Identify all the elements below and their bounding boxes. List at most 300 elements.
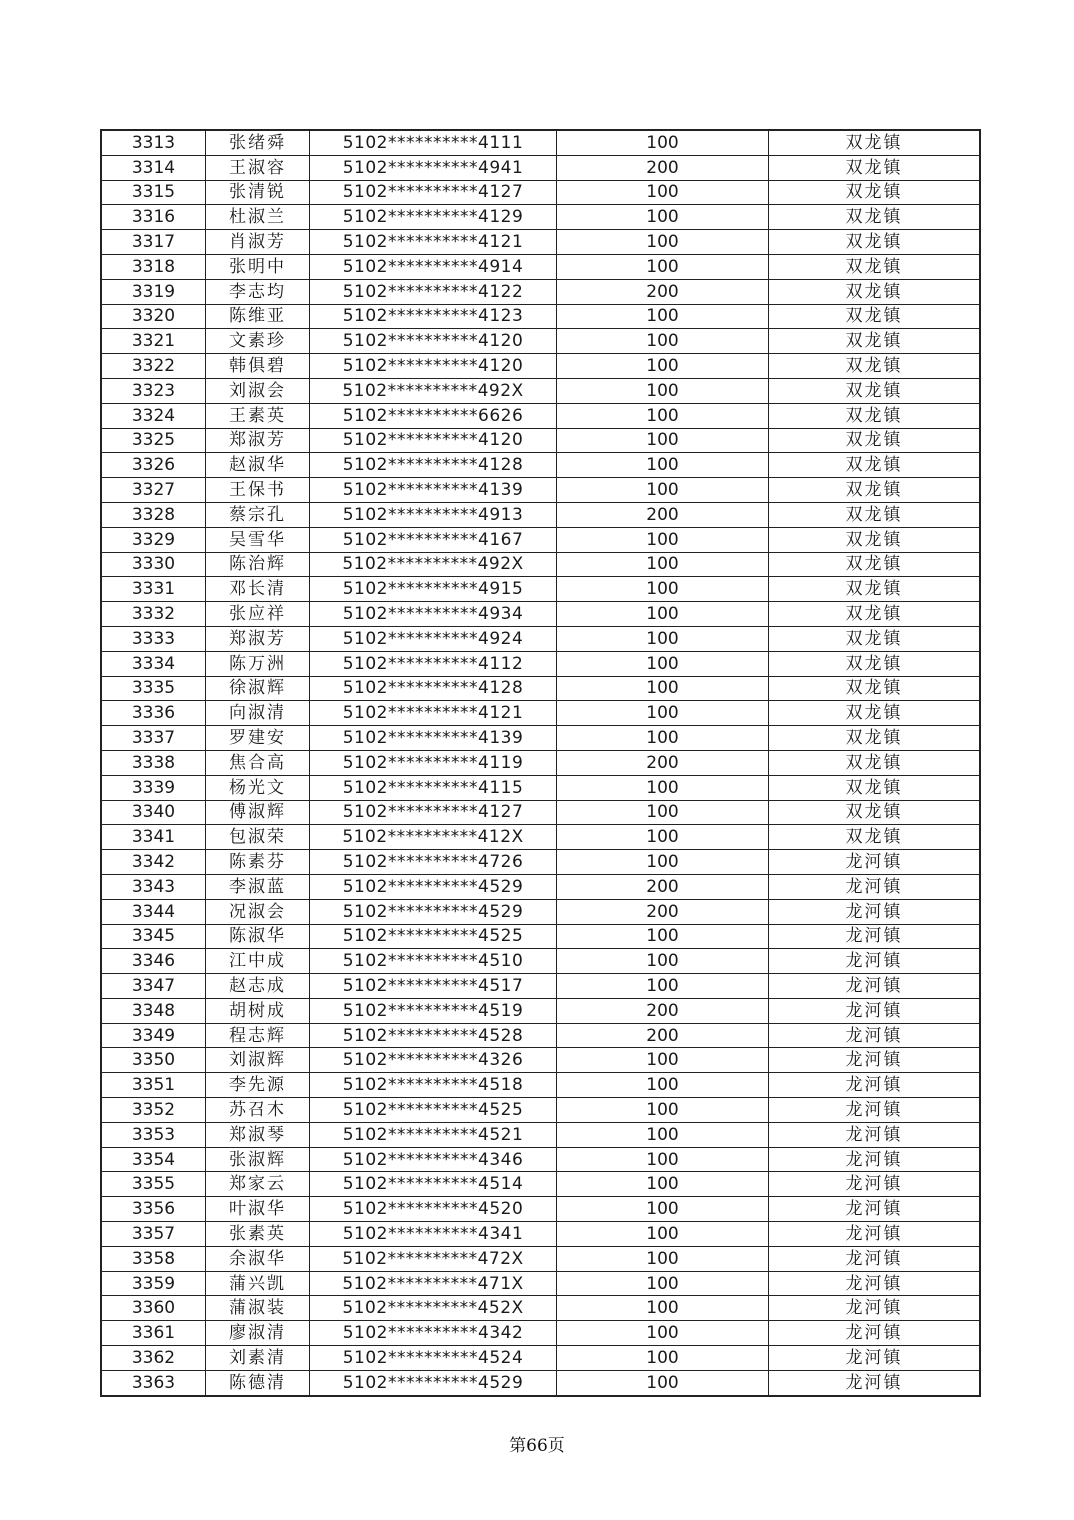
amount-cell: 100 [557,775,769,800]
serial-number-cell: 3313 [101,130,206,155]
id-number-cell: 5102**********6626 [310,403,557,428]
name-cell: 陈淑华 [206,924,310,949]
town-cell: 双龙镇 [769,180,981,205]
id-number-cell: 5102**********4524 [310,1346,557,1371]
table-row [101,626,980,651]
id-number-cell: 5102**********452X [310,1296,557,1321]
id-number-cell: 5102**********4127 [310,180,557,205]
name-cell: 刘淑会 [206,378,310,403]
table-row [101,850,980,875]
name-cell: 韩俱碧 [206,354,310,379]
table-row [101,1246,980,1271]
serial-number-cell: 3319 [101,279,206,304]
serial-number-cell: 3348 [101,998,206,1023]
id-number-cell: 5102**********4529 [310,1370,557,1395]
table-row [101,775,980,800]
amount-cell: 100 [557,1122,769,1147]
town-cell: 双龙镇 [769,775,981,800]
table-row [101,1122,980,1147]
town-cell: 双龙镇 [769,329,981,354]
id-number-cell: 5102**********4517 [310,974,557,999]
name-cell: 廖淑清 [206,1321,310,1346]
id-number-cell: 5102**********4122 [310,279,557,304]
table-row [101,428,980,453]
name-cell: 蔡宗孔 [206,502,310,527]
amount-cell: 100 [557,378,769,403]
serial-number-cell: 3316 [101,205,206,230]
id-number-cell: 5102**********4167 [310,527,557,552]
town-cell: 龙河镇 [769,1023,981,1048]
id-number-cell: 5102**********4521 [310,1122,557,1147]
table-row [101,1346,980,1371]
amount-cell: 200 [557,899,769,924]
town-cell: 龙河镇 [769,998,981,1023]
id-number-cell: 5102**********492X [310,378,557,403]
town-cell: 龙河镇 [769,1246,981,1271]
amount-cell: 200 [557,155,769,180]
id-number-cell: 5102**********4123 [310,304,557,329]
amount-cell: 200 [557,998,769,1023]
id-number-cell: 5102**********4529 [310,874,557,899]
serial-number-cell: 3361 [101,1321,206,1346]
town-cell: 龙河镇 [769,1296,981,1321]
amount-cell: 100 [557,354,769,379]
amount-cell: 100 [557,701,769,726]
name-cell: 张淑辉 [206,1147,310,1172]
town-cell: 双龙镇 [769,130,981,155]
town-cell: 双龙镇 [769,378,981,403]
name-cell: 李淑蓝 [206,874,310,899]
amount-cell: 100 [557,949,769,974]
amount-cell: 100 [557,1321,769,1346]
town-cell: 双龙镇 [769,478,981,503]
name-cell: 陈万洲 [206,651,310,676]
amount-cell: 100 [557,1346,769,1371]
id-number-cell: 5102**********4120 [310,354,557,379]
roster-body [101,130,980,1396]
name-cell: 程志辉 [206,1023,310,1048]
town-cell: 龙河镇 [769,1321,981,1346]
id-number-cell: 5102**********4139 [310,478,557,503]
id-number-cell: 5102**********4914 [310,254,557,279]
serial-number-cell: 3335 [101,676,206,701]
serial-number-cell: 3333 [101,626,206,651]
town-cell: 龙河镇 [769,1098,981,1123]
id-number-cell: 5102**********4915 [310,577,557,602]
amount-cell: 100 [557,1147,769,1172]
table-row [101,825,980,850]
serial-number-cell: 3357 [101,1222,206,1247]
name-cell: 邓长清 [206,577,310,602]
serial-number-cell: 3337 [101,726,206,751]
id-number-cell: 5102**********4326 [310,1048,557,1073]
name-cell: 张素英 [206,1222,310,1247]
id-number-cell: 5102**********4529 [310,899,557,924]
table-row [101,552,980,577]
name-cell: 叶淑华 [206,1197,310,1222]
name-cell: 胡树成 [206,998,310,1023]
amount-cell: 100 [557,180,769,205]
name-cell: 李先源 [206,1073,310,1098]
name-cell: 王保书 [206,478,310,503]
town-cell: 龙河镇 [769,974,981,999]
table-row [101,1023,980,1048]
serial-number-cell: 3320 [101,304,206,329]
amount-cell: 100 [557,205,769,230]
town-cell: 双龙镇 [769,304,981,329]
amount-cell: 100 [557,602,769,627]
serial-number-cell: 3360 [101,1296,206,1321]
town-cell: 龙河镇 [769,1147,981,1172]
id-number-cell: 5102**********4519 [310,998,557,1023]
serial-number-cell: 3346 [101,949,206,974]
name-cell: 文素珍 [206,329,310,354]
name-cell: 赵志成 [206,974,310,999]
serial-number-cell: 3317 [101,230,206,255]
amount-cell: 100 [557,1271,769,1296]
name-cell: 郑淑琴 [206,1122,310,1147]
town-cell: 双龙镇 [769,230,981,255]
id-number-cell: 5102**********4121 [310,230,557,255]
id-number-cell: 5102**********4941 [310,155,557,180]
name-cell: 刘素清 [206,1346,310,1371]
town-cell: 双龙镇 [769,453,981,478]
table-row [101,1370,980,1395]
amount-cell: 100 [557,329,769,354]
serial-number-cell: 3340 [101,800,206,825]
table-row [101,726,980,751]
town-cell: 双龙镇 [769,428,981,453]
name-cell: 杜淑兰 [206,205,310,230]
amount-cell: 100 [557,924,769,949]
table-row [101,1222,980,1247]
town-cell: 龙河镇 [769,1048,981,1073]
name-cell: 罗建安 [206,726,310,751]
serial-number-cell: 3322 [101,354,206,379]
id-number-cell: 5102**********4346 [310,1147,557,1172]
table-row [101,949,980,974]
amount-cell: 100 [557,800,769,825]
table-row [101,1197,980,1222]
id-number-cell: 5102**********4111 [310,130,557,155]
serial-number-cell: 3318 [101,254,206,279]
name-cell: 向淑清 [206,701,310,726]
amount-cell: 100 [557,453,769,478]
serial-number-cell: 3329 [101,527,206,552]
amount-cell: 200 [557,1023,769,1048]
table-row [101,1073,980,1098]
table-row [101,651,980,676]
name-cell: 杨光文 [206,775,310,800]
table-row [101,676,980,701]
serial-number-cell: 3334 [101,651,206,676]
id-number-cell: 5102**********4528 [310,1023,557,1048]
amount-cell: 200 [557,750,769,775]
serial-number-cell: 3331 [101,577,206,602]
table-row [101,1147,980,1172]
table-row [101,1172,980,1197]
amount-cell: 100 [557,676,769,701]
amount-cell: 100 [557,1048,769,1073]
table-row [101,354,980,379]
serial-number-cell: 3324 [101,403,206,428]
id-number-cell: 5102**********4128 [310,676,557,701]
amount-cell: 100 [557,130,769,155]
serial-number-cell: 3330 [101,552,206,577]
table-row [101,800,980,825]
amount-cell: 200 [557,502,769,527]
name-cell: 张绪舜 [206,130,310,155]
name-cell: 郑淑芳 [206,626,310,651]
table-row [101,899,980,924]
table-row [101,998,980,1023]
page-number: 第66页 [509,1436,565,1456]
id-number-cell: 5102**********4120 [310,428,557,453]
table-row [101,180,980,205]
amount-cell: 100 [557,850,769,875]
serial-number-cell: 3332 [101,602,206,627]
id-number-cell: 5102**********4510 [310,949,557,974]
amount-cell: 100 [557,1296,769,1321]
table-row [101,329,980,354]
name-cell: 陈素芬 [206,850,310,875]
town-cell: 龙河镇 [769,1197,981,1222]
table-row [101,1271,980,1296]
amount-cell: 100 [557,304,769,329]
serial-number-cell: 3326 [101,453,206,478]
serial-number-cell: 3327 [101,478,206,503]
serial-number-cell: 3359 [101,1271,206,1296]
table-row [101,577,980,602]
town-cell: 双龙镇 [769,726,981,751]
id-number-cell: 5102**********4514 [310,1172,557,1197]
table-row [101,304,980,329]
table-row [101,230,980,255]
name-cell: 张明中 [206,254,310,279]
id-number-cell: 5102**********4525 [310,1098,557,1123]
name-cell: 刘淑辉 [206,1048,310,1073]
amount-cell: 100 [557,254,769,279]
amount-cell: 200 [557,874,769,899]
id-number-cell: 5102**********4726 [310,850,557,875]
id-number-cell: 5102**********4121 [310,701,557,726]
town-cell: 龙河镇 [769,899,981,924]
name-cell: 江中成 [206,949,310,974]
town-cell: 龙河镇 [769,949,981,974]
amount-cell: 100 [557,726,769,751]
name-cell: 王素英 [206,403,310,428]
amount-cell: 100 [557,1098,769,1123]
table-row [101,279,980,304]
amount-cell: 100 [557,552,769,577]
serial-number-cell: 3314 [101,155,206,180]
serial-number-cell: 3323 [101,378,206,403]
serial-number-cell: 3315 [101,180,206,205]
name-cell: 蒲淑装 [206,1296,310,1321]
serial-number-cell: 3336 [101,701,206,726]
serial-number-cell: 3354 [101,1147,206,1172]
table-row [101,924,980,949]
table-row [101,502,980,527]
amount-cell: 100 [557,428,769,453]
table-row [101,602,980,627]
table-row [101,155,980,180]
amount-cell: 100 [557,1246,769,1271]
id-number-cell: 5102**********4112 [310,651,557,676]
table-row [101,1098,980,1123]
serial-number-cell: 3328 [101,502,206,527]
id-number-cell: 5102**********4913 [310,502,557,527]
amount-cell: 100 [557,825,769,850]
table-row [101,1321,980,1346]
serial-number-cell: 3353 [101,1122,206,1147]
name-cell: 李志均 [206,279,310,304]
amount-cell: 100 [557,230,769,255]
town-cell: 龙河镇 [769,1122,981,1147]
town-cell: 双龙镇 [769,825,981,850]
table-row [101,527,980,552]
town-cell: 龙河镇 [769,1271,981,1296]
name-cell: 余淑华 [206,1246,310,1271]
amount-cell: 100 [557,478,769,503]
serial-number-cell: 3356 [101,1197,206,1222]
name-cell: 郑淑芳 [206,428,310,453]
name-cell: 吴雪华 [206,527,310,552]
amount-cell: 100 [557,974,769,999]
id-number-cell: 5102**********4520 [310,1197,557,1222]
table-row [101,701,980,726]
name-cell: 蒲兴凯 [206,1271,310,1296]
serial-number-cell: 3344 [101,899,206,924]
town-cell: 双龙镇 [769,502,981,527]
town-cell: 龙河镇 [769,1370,981,1395]
serial-number-cell: 3350 [101,1048,206,1073]
town-cell: 双龙镇 [769,800,981,825]
town-cell: 双龙镇 [769,701,981,726]
name-cell: 王淑容 [206,155,310,180]
amount-cell: 100 [557,1073,769,1098]
id-number-cell: 5102**********4934 [310,602,557,627]
serial-number-cell: 3325 [101,428,206,453]
id-number-cell: 5102**********412X [310,825,557,850]
roster-table [100,129,981,1397]
serial-number-cell: 3347 [101,974,206,999]
table-row [101,403,980,428]
id-number-cell: 5102**********492X [310,552,557,577]
serial-number-cell: 3352 [101,1098,206,1123]
town-cell: 双龙镇 [769,205,981,230]
town-cell: 双龙镇 [769,750,981,775]
id-number-cell: 5102**********4518 [310,1073,557,1098]
name-cell: 陈治辉 [206,552,310,577]
amount-cell: 100 [557,1172,769,1197]
id-number-cell: 5102**********471X [310,1271,557,1296]
name-cell: 傅淑辉 [206,800,310,825]
amount-cell: 100 [557,626,769,651]
name-cell: 徐淑辉 [206,676,310,701]
town-cell: 双龙镇 [769,626,981,651]
id-number-cell: 5102**********4120 [310,329,557,354]
id-number-cell: 5102**********4525 [310,924,557,949]
town-cell: 龙河镇 [769,1073,981,1098]
town-cell: 双龙镇 [769,155,981,180]
name-cell: 陈德清 [206,1370,310,1395]
id-number-cell: 5102**********4119 [310,750,557,775]
amount-cell: 100 [557,651,769,676]
town-cell: 双龙镇 [769,552,981,577]
name-cell: 陈维亚 [206,304,310,329]
serial-number-cell: 3321 [101,329,206,354]
town-cell: 双龙镇 [769,651,981,676]
serial-number-cell: 3358 [101,1246,206,1271]
table-row [101,130,980,155]
serial-number-cell: 3355 [101,1172,206,1197]
name-cell: 包淑荣 [206,825,310,850]
name-cell: 赵淑华 [206,453,310,478]
name-cell: 郑家云 [206,1172,310,1197]
serial-number-cell: 3351 [101,1073,206,1098]
table-row [101,453,980,478]
serial-number-cell: 3363 [101,1370,206,1395]
table-row [101,1296,980,1321]
amount-cell: 100 [557,1197,769,1222]
town-cell: 龙河镇 [769,1222,981,1247]
serial-number-cell: 3343 [101,874,206,899]
serial-number-cell: 3349 [101,1023,206,1048]
amount-cell: 100 [557,577,769,602]
amount-cell: 100 [557,527,769,552]
id-number-cell: 5102**********4341 [310,1222,557,1247]
serial-number-cell: 3341 [101,825,206,850]
serial-number-cell: 3342 [101,850,206,875]
id-number-cell: 5102**********4924 [310,626,557,651]
town-cell: 双龙镇 [769,254,981,279]
town-cell: 双龙镇 [769,403,981,428]
town-cell: 龙河镇 [769,1172,981,1197]
id-number-cell: 5102**********4129 [310,205,557,230]
name-cell: 肖淑芳 [206,230,310,255]
town-cell: 龙河镇 [769,1346,981,1371]
name-cell: 焦合高 [206,750,310,775]
name-cell: 苏召木 [206,1098,310,1123]
town-cell: 双龙镇 [769,676,981,701]
town-cell: 龙河镇 [769,874,981,899]
id-number-cell: 5102**********4139 [310,726,557,751]
serial-number-cell: 3362 [101,1346,206,1371]
id-number-cell: 5102**********4128 [310,453,557,478]
town-cell: 双龙镇 [769,279,981,304]
name-cell: 况淑会 [206,899,310,924]
table-row [101,254,980,279]
serial-number-cell: 3345 [101,924,206,949]
id-number-cell: 5102**********4127 [310,800,557,825]
serial-number-cell: 3338 [101,750,206,775]
town-cell: 双龙镇 [769,354,981,379]
table-row [101,205,980,230]
table-row [101,478,980,503]
town-cell: 双龙镇 [769,577,981,602]
amount-cell: 100 [557,1370,769,1395]
amount-cell: 200 [557,279,769,304]
serial-number-cell: 3339 [101,775,206,800]
name-cell: 张应祥 [206,602,310,627]
town-cell: 龙河镇 [769,850,981,875]
table-row [101,874,980,899]
id-number-cell: 5102**********472X [310,1246,557,1271]
table-row [101,1048,980,1073]
town-cell: 双龙镇 [769,602,981,627]
town-cell: 龙河镇 [769,924,981,949]
